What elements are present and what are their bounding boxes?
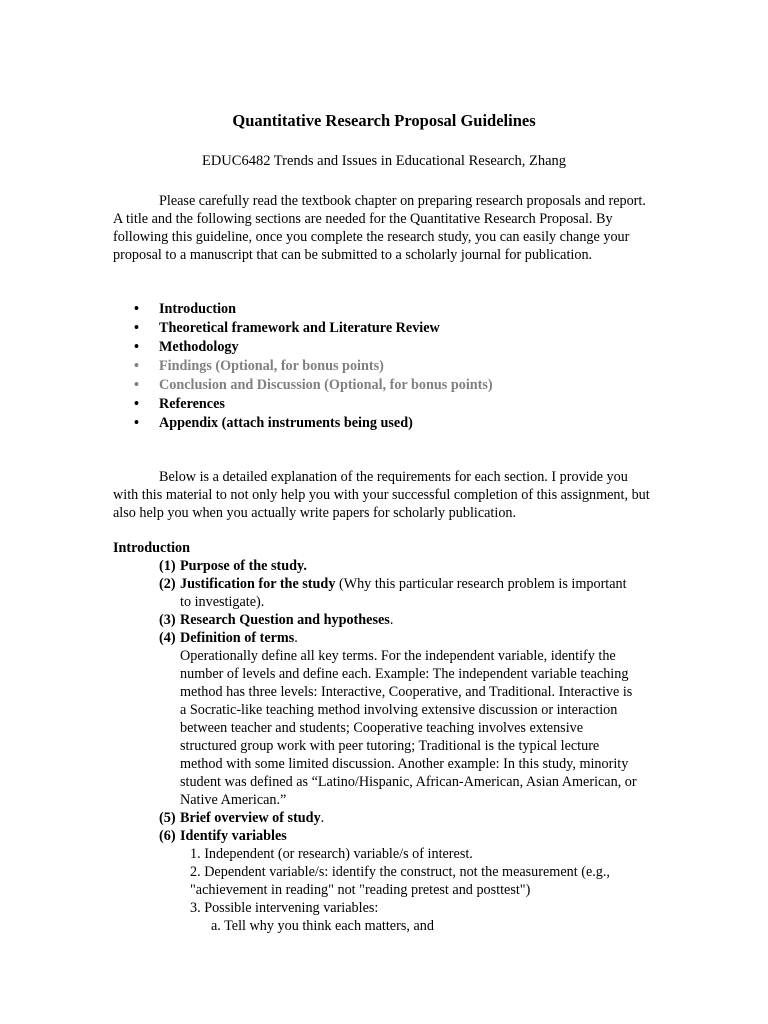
intro-item <box>159 629 639 809</box>
item-label: Justification for the study <box>180 576 336 592</box>
intro-item <box>159 827 639 845</box>
list-item <box>113 414 493 433</box>
item-number: (5) <box>159 810 176 826</box>
intro-paragraph <box>113 192 653 264</box>
item-label: Purpose of the study. <box>180 558 307 574</box>
section-heading-introduction: Introduction <box>113 540 190 556</box>
list-item <box>113 395 493 414</box>
course-subtitle: EDUC6482 Trends and Issues in Educational Research, Zhang <box>201 153 567 169</box>
item-text: . <box>294 630 298 646</box>
bullet-icon: • <box>134 396 139 412</box>
list-item <box>113 319 493 338</box>
list-item-label: Findings (Optional, for bonus points) <box>159 358 384 374</box>
required-sections-list <box>113 300 493 433</box>
list-item <box>113 376 493 395</box>
list-item <box>113 300 493 319</box>
list-item-label: Methodology <box>159 339 239 355</box>
item-text: . <box>320 810 325 826</box>
bullet-icon: • <box>134 358 139 374</box>
item-label: Research Question and hypotheses <box>180 612 390 628</box>
intro-item <box>159 611 639 629</box>
intro-item <box>159 809 639 827</box>
item-number: (4) <box>159 630 176 646</box>
item-label: Definition of terms <box>180 630 295 646</box>
explanation-paragraph <box>113 468 653 522</box>
item-label: Brief overview of study <box>180 810 321 826</box>
variable-item: 1. Independent (or research) variable/s of interest. <box>190 846 473 862</box>
intro-paragraph-text: Please carefully read the textbook chapter on preparing research proposals and report. A title and the following sections are needed for the Quantitative Research Proposal. By following this guideline, once you complete the research study, you can easily change your proposal to a manuscript that can be submitted to a scholarly journal for publication. <box>113 193 646 263</box>
item-number: (2) <box>159 576 176 592</box>
intervening-subitem: a. Tell why you think each matters, and <box>211 918 434 934</box>
list-item-label: Theoretical framework and Literature Review <box>159 320 440 336</box>
variable-item: 3. Possible intervening variables: <box>190 900 379 916</box>
intro-item <box>159 575 639 611</box>
item-text: (Why this particular research problem is important to investigate). <box>180 576 627 610</box>
item-number: (1) <box>159 558 176 574</box>
document-title: Quantitative Research Proposal Guidelines <box>232 111 536 130</box>
list-item <box>113 338 493 357</box>
bullet-icon: • <box>134 415 139 431</box>
intro-item <box>159 557 639 575</box>
variables-list <box>159 845 639 935</box>
list-item-label: Conclusion and Discussion (Optional, for bonus points) <box>159 377 493 393</box>
list-item-label: References <box>159 396 225 412</box>
list-item <box>113 357 493 376</box>
item-text: . <box>389 612 394 628</box>
bullet-icon: • <box>134 377 139 393</box>
item-number: (6) <box>159 828 176 844</box>
item-label: Identify variables <box>180 828 287 844</box>
list-item-label: Introduction <box>159 301 236 317</box>
item-number: (3) <box>159 612 176 628</box>
definition-of-terms-body: Operationally define all key terms. For the independent variable, identify the number of levels and define each. Example: The independent variable teaching method has three levels: Interactive, Cooperative, and Traditional. Interactive is a Socratic-like teaching method involving extensive discussion or interaction between teacher and students; Cooperative teaching involves extensive structured group work with peer tutoring; Traditional is the typical lecture method with some limited discussion. Another example: In this study, minority student was defined as “Latino/Hispanic, African-American, Asian American, or Native American.” <box>180 648 637 808</box>
introduction-items <box>159 557 639 935</box>
bullet-icon: • <box>134 339 139 355</box>
bullet-icon: • <box>134 301 139 317</box>
list-item-label: Appendix (attach instruments being used) <box>159 415 413 431</box>
explanation-paragraph-text: Below is a detailed explanation of the requirements for each section. I provide you with this material to not only help you with your successful completion of this assignment, but also help you when you actually write papers for scholarly publication. <box>113 469 650 521</box>
variable-item: 2. Dependent variable/s: identify the construct, not the measurement (e.g., "achievement in reading" not "reading pretest and posttest") <box>190 864 610 898</box>
bullet-icon: • <box>134 320 139 336</box>
